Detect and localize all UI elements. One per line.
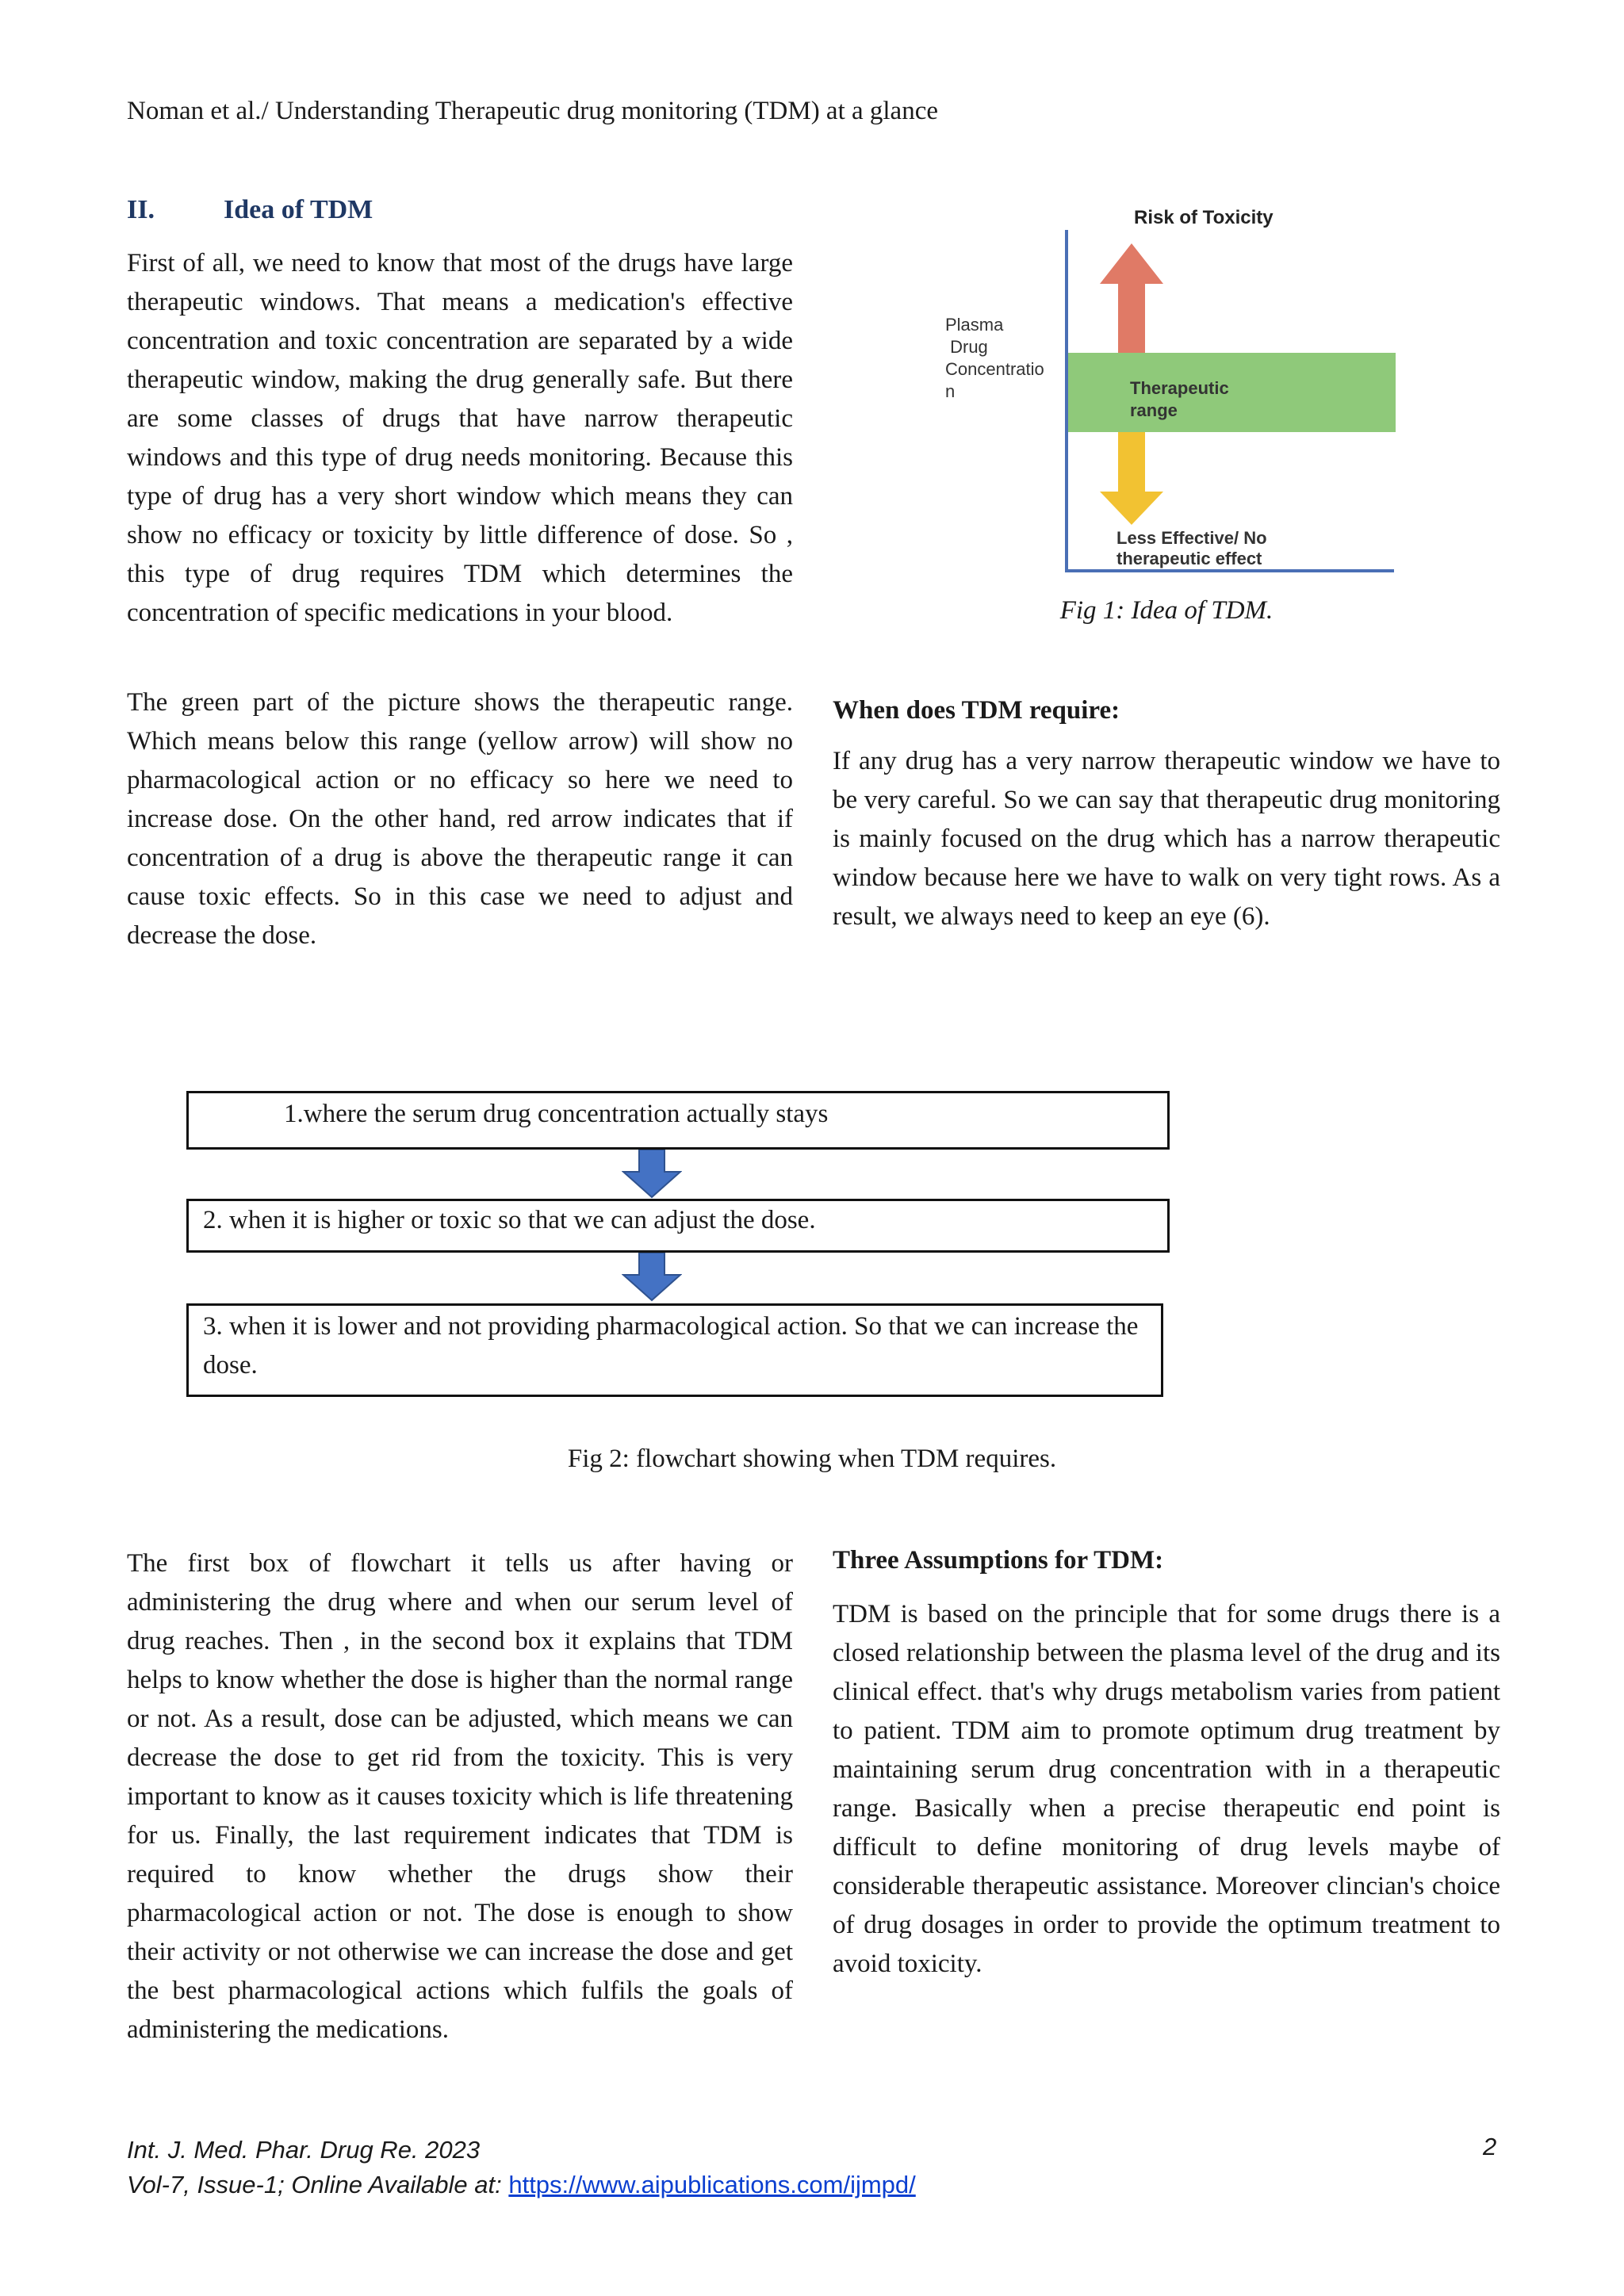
- footer-volume: [127, 2168, 916, 2202]
- when-tdm-heading: When does TDM require:: [833, 696, 1120, 725]
- flowchart-explanation-paragraph: The first box of flowchart it tells us after having or administering the drug where and when our serum level of drug reaches. Then , in the second box it explains that TDM helps to know whether the dose is higher than the normal range or not. As a result, dose can be adjusted, which means we can decrease the dose to get rid from the toxicity. This is very important to know as it causes toxicity which is life threatening for us. Finally, the last requirement indicates that TDM is required to know whether the drugs show their pharmacological action or not. The dose is enough to show their activity or not otherwise we can increase the dose and get the best pharmacological actions which fulfils the goals of administering the medications.: [127, 1549, 793, 2044]
- intro-paragraph: First of all, we need to know that most of the drugs have large therapeutic windows. That means a medication's effective concentration and toxic concentration are separated by a wide therapeutic window, making the drug generally safe. But there are some classes of drugs that have narrow therapeutic windows and this type of drug needs monitoring. Because this type of drug has a very short window which means they can show no efficacy or toxicity by little difference of dose. So , this type of drug requires TDM which determines the concentration of specific medications in your blood.: [127, 249, 793, 627]
- footer-volume-prefix: Vol-7, Issue-1; Online Available at:: [127, 2171, 509, 2198]
- flowchart-arrow-2: [622, 1253, 682, 1302]
- journal-url-link[interactable]: https://www.aipublications.com/ijmpd/: [508, 2171, 916, 2198]
- flowchart-arrow-1: [622, 1150, 682, 1199]
- less-effective-label-2: therapeutic effect: [1116, 549, 1262, 568]
- risk-of-toxicity-label: Risk of Toxicity: [1134, 207, 1274, 228]
- flowchart-box-2: [186, 1199, 1170, 1253]
- flowchart-box-3-text: 3. when it is lower and not providing pharmacological action. So that we can increase the dose.: [203, 1312, 1139, 1380]
- therapeutic-range-label-1: Therapeutic: [1130, 378, 1229, 398]
- running-header: Noman et al./ Understanding Therapeutic drug monitoring (TDM) at a glance: [127, 97, 938, 125]
- figure-1-caption: Fig 1: Idea of TDM.: [1059, 596, 1274, 625]
- green-part-paragraph: The green part of the picture shows the therapeutic range. Which means below this range (yellow arrow) will show no pharmacological action or no efficacy so here we need to increase dose. On the other hand, red arrow indicates that if concentration of a drug is above the therapeutic range it can cause toxic effects. So in this case we need to adjust and decrease the dose.: [127, 688, 793, 950]
- less-effective-label-1: Less Effective/ No: [1116, 528, 1267, 548]
- section-number: II.: [127, 195, 155, 224]
- three-assumptions-heading: Three Assumptions for TDM:: [833, 1546, 1164, 1575]
- tdm-diagram: [936, 198, 1411, 587]
- toxicity-arrow: [1100, 243, 1163, 353]
- axis-label-line-1: Plasma: [945, 315, 1004, 335]
- flowchart-box-1-text: 1.where the serum drug concentration actually stays: [284, 1100, 829, 1128]
- footer: [127, 2133, 916, 2202]
- flowchart-box-2-text: 2. when it is higher or toxic so that we can adjust the dose.: [203, 1206, 816, 1234]
- three-assumptions-paragraph: TDM is based on the principle that for some drugs there is a closed relationship between the plasma level of the drug and its clinical effect. that's why drugs metabolism varies from patient to patient. TDM aim to promote optimum drug treatment by maintaining serum drug concentration with in a therapeutic range. Basically when a precise therapeutic end point is difficult to define monitoring of drug levels maybe of considerable therapeutic assistance. Moreover clincian's choice of drug dosages in order to provide the optimum treatment to avoid toxicity.: [833, 1600, 1500, 1978]
- when-tdm-paragraph: If any drug has a very narrow therapeutic window we have to be very careful. So we can say that therapeutic drug monitoring is mainly focused on the drug which has a narrow therapeutic window because here we have to walk on very tight rows. As a result, we always need to keep an eye (6).: [833, 747, 1500, 931]
- flowchart-box-3: [186, 1303, 1163, 1397]
- figure-2-caption: Fig 2: flowchart showing when TDM requires.: [567, 1445, 1057, 1473]
- page-number: 2: [1483, 2133, 1497, 2160]
- section-heading: [127, 195, 373, 225]
- axis-label-line-2: Drug: [945, 337, 988, 357]
- axis-label-line-3: Concentratio: [945, 359, 1044, 379]
- axis-label-line-4: n: [945, 381, 956, 401]
- low-efficacy-arrow: [1100, 432, 1163, 525]
- therapeutic-range-band: [1067, 353, 1396, 432]
- therapeutic-range-label-2: range: [1130, 400, 1178, 420]
- flowchart-box-1: [186, 1091, 1170, 1150]
- footer-journal: Int. J. Med. Phar. Drug Re. 2023: [127, 2136, 481, 2164]
- figure-1: [936, 198, 1411, 587]
- section-title: Idea of TDM: [224, 195, 373, 224]
